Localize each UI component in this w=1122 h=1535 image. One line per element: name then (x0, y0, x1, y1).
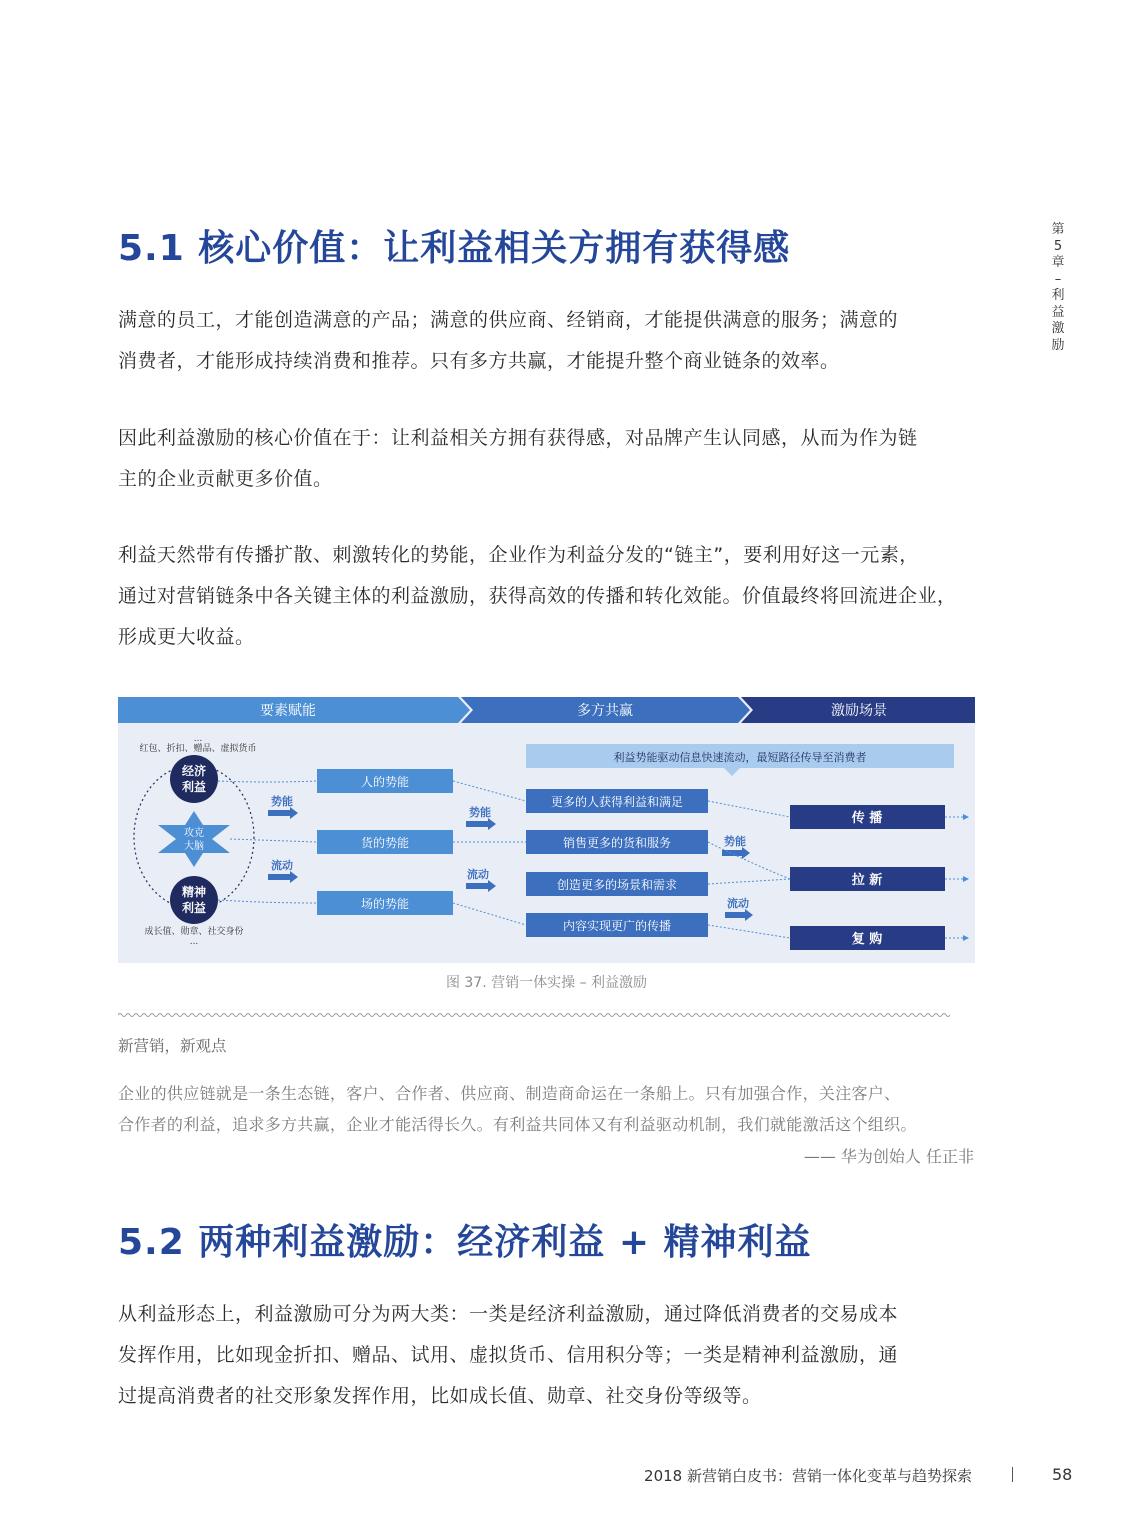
arrow-label: 势能 (271, 795, 293, 808)
footer-separator (1012, 1467, 1013, 1482)
section-1-paragraph-1 (118, 300, 978, 382)
section-2-paragraph (118, 1294, 978, 1417)
ellipsis: ... (193, 734, 203, 744)
scene-label: 复 购 (851, 932, 883, 947)
spiritual-interest-circle (170, 876, 218, 924)
quote-signature: —— 华为创始人 任正非 (803, 1147, 974, 1166)
energy-label: 人的势能 (360, 775, 410, 789)
flow-line (708, 801, 790, 817)
connector-line (230, 839, 317, 842)
diagram-svg (118, 697, 975, 963)
side-tab-char: 激 (1051, 321, 1065, 336)
chapter-side-tab (1048, 222, 1068, 354)
circle-label: 精神 (181, 885, 207, 899)
text-line: 利益天然带有传播扩散、刺激转化的势能，企业作为利益分发的“链主”，要利用好这一元素， (118, 544, 919, 566)
arrow-right-icon (466, 818, 496, 830)
text-line: 消费者，才能形成持续消费和推荐。只有多方共赢，才能提升整个商业链条的效率。 (118, 350, 840, 372)
brain-star (158, 811, 230, 867)
wavy-divider (118, 1010, 975, 1020)
arrow-right-icon (722, 847, 750, 859)
side-tab-char: 益 (1051, 304, 1065, 320)
section-1-title: 5.1 核心价值：让利益相关方拥有获得感 (118, 228, 791, 269)
quote-body (118, 1078, 978, 1140)
quote-title: 新营销，新观点 (118, 1037, 227, 1055)
outcome-label: 销售更多的货和服务 (562, 836, 672, 850)
economic-interest-circle (170, 755, 218, 803)
circle-label: 经济 (181, 764, 207, 778)
arrow-label: 流动 (467, 868, 489, 881)
spiritual-examples: 成长值、勋章、社交身份 (144, 927, 244, 937)
side-tab-char: – (1054, 271, 1062, 287)
flow-line (453, 781, 526, 801)
section-2-title: 5.2 两种利益激励：经济利益 + 精神利益 (118, 1222, 812, 1263)
flow-line (708, 925, 790, 938)
arrow-label: 势能 (469, 806, 491, 819)
text-line: 满意的员工，才能创造满意的产品；满意的供应商、经销商，才能提供满意的服务；满意的 (118, 309, 899, 331)
circle-label: 利益 (181, 901, 207, 915)
text-line: 从利益形态上，利益激励可分为两大类：一类是经济利益激励，通过降低消费者的交易成本 (118, 1303, 899, 1325)
energy-label: 货的势能 (360, 836, 410, 850)
outcome-label: 创造更多的场景和需求 (556, 878, 678, 892)
header-label: 多方共赢 (577, 703, 633, 719)
scene-label: 拉 新 (851, 873, 883, 888)
economic-examples: 红包、折扣、赠品、虚拟货币 (139, 744, 257, 754)
flow-line (453, 903, 526, 925)
arrow-right-icon (268, 807, 298, 819)
section-1-paragraph-3 (118, 535, 978, 658)
text-line: 企业的供应链就是一条生态链，客户、合作者、供应商、制造商命运在一条船上。只有加强合作，关注客户、 (118, 1084, 901, 1103)
side-tab-char: 励 (1051, 337, 1065, 353)
arrow-label: 势能 (724, 835, 746, 848)
outcome-label: 内容实现更广的传播 (562, 919, 672, 933)
incentive-diagram (118, 697, 975, 963)
text-line: 通过对营销链条中各关键主体的利益激励，获得高效的传播和转化效能。价值最终将回流进企业， (118, 585, 957, 607)
arrow-label: 流动 (271, 859, 293, 872)
banner-pointer (724, 768, 740, 776)
text-line: 合作者的利益，追求多方共赢，企业才能活得长久。有利益共同体又有利益驱动机制，我们就能激活这个组织。 (118, 1115, 917, 1134)
circle-label: 利益 (181, 780, 207, 794)
energy-label: 场的势能 (360, 897, 410, 911)
arrow-right-icon (268, 871, 298, 883)
figure-caption: 图 37. 营销一体实操 – 利益激励 (445, 975, 648, 991)
flow-line (708, 842, 790, 879)
arrow-right-icon (466, 880, 496, 892)
section-1-paragraph-2 (118, 418, 978, 500)
star-label: 大脑 (184, 841, 204, 852)
side-tab-char: 章 (1051, 255, 1065, 270)
ellipsis: ... (189, 937, 199, 947)
page-number: 58 (1052, 1465, 1073, 1484)
header-label: 要素赋能 (260, 703, 316, 719)
connector-line (218, 781, 317, 782)
text-line: 过提高消费者的社交形象发挥作用，比如成长值、勋章、社交身份等级等。 (118, 1385, 762, 1407)
flow-line (708, 879, 790, 884)
banner-text: 利益势能驱动信息快速流动，最短路径传导至消费者 (613, 751, 867, 764)
header-label: 激励场景 (831, 703, 887, 719)
side-tab-char: 利 (1051, 288, 1065, 303)
text-line: 形成更大收益。 (118, 626, 255, 648)
connector-line (218, 900, 317, 903)
arrow-label: 流动 (727, 897, 749, 910)
arrow-right-icon (725, 909, 753, 921)
side-tab-char: 5 (1053, 238, 1063, 254)
footer-book-title: 2018 新营销白皮书：营销一体化变革与趋势探索 (644, 1467, 972, 1485)
outcome-label: 更多的人获得利益和满足 (550, 795, 684, 809)
side-tab-char: 第 (1051, 222, 1065, 237)
scene-label: 传 播 (851, 811, 883, 826)
text-line: 发挥作用，比如现金折扣、赠品、试用、虚拟货币、信用积分等；一类是精神利益激励，通 (118, 1344, 899, 1366)
text-line: 主的企业贡献更多价值。 (118, 468, 333, 490)
star-label: 攻克 (184, 828, 204, 839)
text-line: 因此利益激励的核心价值在于：让利益相关方拥有获得感，对品牌产生认同感，从而为作为链 (118, 427, 918, 449)
